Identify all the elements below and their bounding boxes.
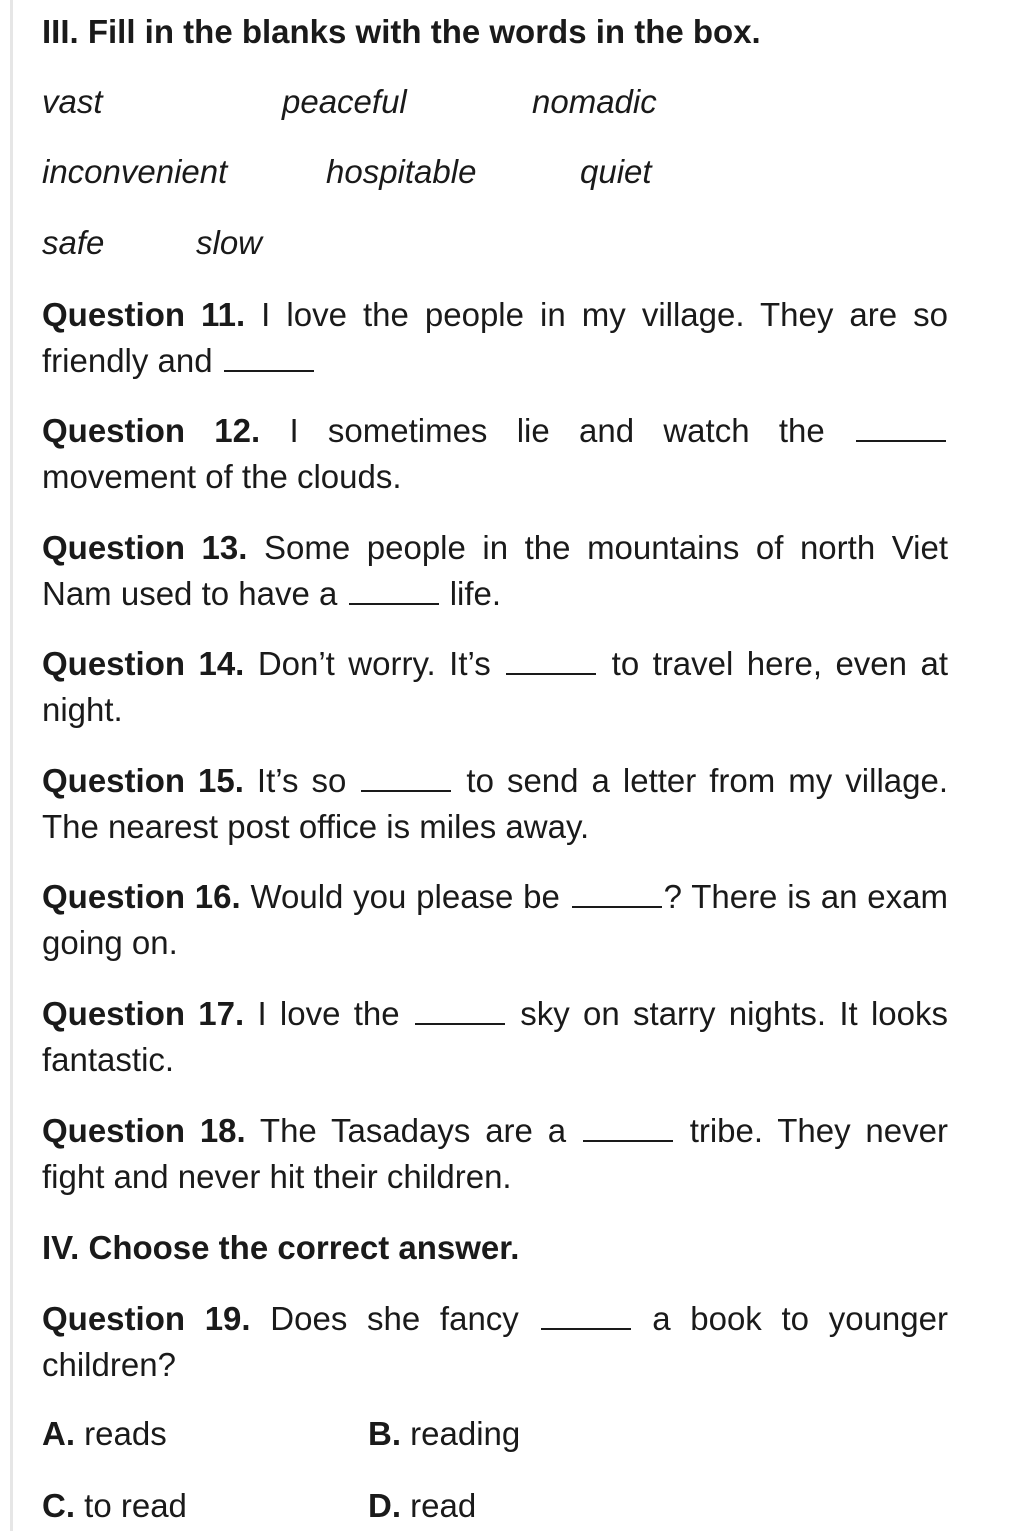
option-letter: C.	[42, 1487, 75, 1524]
question-text: movement of the clouds.	[42, 458, 402, 495]
option-letter: A.	[42, 1415, 75, 1452]
question-label: Question 16.	[42, 878, 241, 915]
option-text: reading	[410, 1415, 521, 1452]
question-label: Question 12.	[42, 412, 261, 449]
word-box-item: peaceful	[282, 83, 407, 120]
question-label: Question 11.	[42, 296, 246, 333]
option-d[interactable]	[368, 1486, 476, 1526]
option-text: read	[410, 1487, 477, 1524]
question-text: I sometimes lie and watch the	[289, 412, 825, 449]
question-text: ? There is an exam going on.	[42, 878, 948, 961]
word-box-item: quiet	[580, 153, 652, 190]
question-text: Would you please be	[250, 878, 560, 915]
question-label: Question 15.	[42, 762, 244, 799]
question-label: Question 18.	[42, 1112, 246, 1149]
question-text: I love the	[257, 995, 400, 1032]
word-box-item: slow	[196, 224, 263, 261]
left-margin-rule	[10, 0, 13, 1531]
question-text: I love the people in my village. They are so friendly and	[42, 296, 949, 379]
option-text: reads	[84, 1415, 167, 1452]
question-text: to send a letter from my village. The nearest post office is miles away.	[42, 762, 948, 845]
word-box-item: hospitable	[326, 153, 477, 190]
question-text: sky on starry nights. It looks fantastic.	[42, 995, 948, 1078]
question-19	[42, 1296, 948, 1388]
question-14	[42, 641, 948, 733]
answer-blank[interactable]	[224, 342, 314, 372]
question-label: Question 17.	[42, 995, 245, 1032]
question-16	[42, 874, 948, 966]
question-text: The Tasadays are a	[259, 1112, 567, 1149]
question-11	[42, 292, 948, 384]
answer-blank[interactable]	[856, 412, 946, 442]
question-18	[42, 1108, 948, 1200]
question-12	[42, 408, 948, 500]
question-text: life.	[449, 575, 502, 612]
option-text: to read	[84, 1487, 187, 1524]
option-letter: B.	[368, 1415, 401, 1452]
option-b[interactable]	[368, 1414, 520, 1454]
question-label: Question 14.	[42, 645, 245, 682]
question-label: Question 13.	[42, 529, 248, 566]
section-3-title: III. Fill in the blanks with the words in the box.	[42, 13, 761, 50]
question-text: Don’t worry. It’s	[257, 645, 491, 682]
section-4-title: IV. Choose the correct answer.	[42, 1229, 520, 1266]
question-label: Question 19.	[42, 1300, 251, 1337]
question-15	[42, 758, 948, 850]
option-a[interactable]	[42, 1414, 167, 1454]
answer-blank[interactable]	[349, 575, 439, 605]
word-box-item: nomadic	[532, 83, 657, 120]
answer-blank[interactable]	[415, 995, 505, 1025]
question-text: Does she fancy	[270, 1300, 519, 1337]
option-letter: D.	[368, 1487, 401, 1524]
question-text: a book to younger children?	[42, 1300, 948, 1383]
word-box-item: safe	[42, 224, 105, 261]
question-17	[42, 991, 948, 1083]
option-c[interactable]	[42, 1486, 187, 1526]
question-text: It’s so	[256, 762, 347, 799]
answer-blank[interactable]	[506, 645, 596, 675]
word-box-item: inconvenient	[42, 153, 228, 190]
answer-blank[interactable]	[572, 878, 662, 908]
question-text: tribe. They never fight and never hit their children.	[42, 1112, 948, 1195]
answer-blank[interactable]	[361, 762, 451, 792]
question-text: to travel here, even at night.	[42, 645, 948, 728]
answer-blank[interactable]	[583, 1112, 673, 1142]
word-box-item: vast	[42, 83, 103, 120]
question-13	[42, 525, 948, 617]
question-text: Some people in the mountains of north Viet Nam used to have a	[42, 529, 948, 612]
answer-blank[interactable]	[541, 1300, 631, 1330]
